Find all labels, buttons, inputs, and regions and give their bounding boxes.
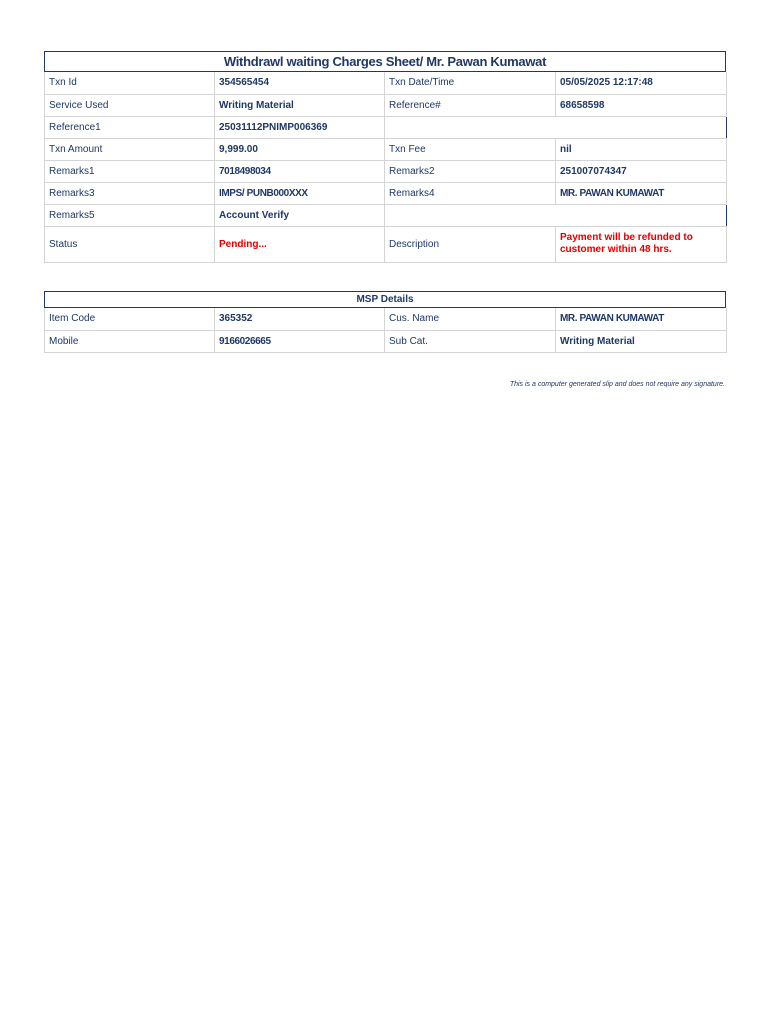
- label-sub-cat: Sub Cat.: [385, 330, 556, 352]
- label-reference1: Reference1: [45, 116, 215, 138]
- table-row: [45, 308, 727, 330]
- empty-cell: [385, 116, 727, 138]
- label-description: Description: [385, 226, 556, 262]
- value-remarks3: IMPS/ PUNB000XXX: [215, 182, 385, 204]
- value-remarks5: Account Verify: [215, 204, 385, 226]
- msp-table: [44, 308, 727, 353]
- label-remarks2: Remarks2: [385, 160, 556, 182]
- value-remarks4: MR. PAWAN KUMAWAT: [556, 182, 727, 204]
- table-row: [45, 94, 727, 116]
- value-txn-fee: nil: [556, 138, 727, 160]
- table-row: [45, 182, 727, 204]
- value-remarks2: 251007074347: [556, 160, 727, 182]
- label-item-code: Item Code: [45, 308, 215, 330]
- value-cus-name: MR. PAWAN KUMAWAT: [556, 308, 727, 330]
- value-remarks1: 7018498034: [215, 160, 385, 182]
- status-badge: Pending...: [215, 226, 385, 262]
- label-mobile: Mobile: [45, 330, 215, 352]
- table-row: [45, 116, 727, 138]
- table-row: [45, 72, 727, 94]
- table-row: [45, 330, 727, 352]
- value-txn-amount: 9,999.00: [215, 138, 385, 160]
- label-txn-date: Txn Date/Time: [385, 72, 556, 94]
- label-remarks1: Remarks1: [45, 160, 215, 182]
- label-remarks5: Remarks5: [45, 204, 215, 226]
- value-txn-id: 354565454: [215, 72, 385, 94]
- transaction-table: [44, 72, 727, 263]
- label-txn-amount: Txn Amount: [45, 138, 215, 160]
- value-reference: 68658598: [556, 94, 727, 116]
- label-txn-id: Txn Id: [45, 72, 215, 94]
- value-reference1: 25031112PNIMP006369: [215, 116, 385, 138]
- value-mobile: 9166026665: [215, 330, 385, 352]
- value-description: Payment will be refunded to customer within 48 hrs.: [556, 226, 727, 262]
- table-row: [45, 226, 727, 262]
- value-txn-date: 05/05/2025 12:17:48: [556, 72, 727, 94]
- sheet-title: Withdrawl waiting Charges Sheet/ Mr. Pawan Kumawat: [44, 51, 726, 72]
- value-service-used: Writing Material: [215, 94, 385, 116]
- label-reference: Reference#: [385, 94, 556, 116]
- label-service-used: Service Used: [45, 94, 215, 116]
- msp-title: MSP Details: [44, 291, 726, 308]
- table-row: [45, 160, 727, 182]
- value-item-code: 365352: [215, 308, 385, 330]
- label-remarks3: Remarks3: [45, 182, 215, 204]
- label-cus-name: Cus. Name: [385, 308, 556, 330]
- empty-cell: [385, 204, 727, 226]
- msp-details-sheet: [44, 291, 726, 353]
- value-sub-cat: Writing Material: [556, 330, 727, 352]
- table-row: [45, 138, 727, 160]
- transaction-sheet: [44, 51, 726, 263]
- table-row: [45, 204, 727, 226]
- label-status: Status: [45, 226, 215, 262]
- label-remarks4: Remarks4: [385, 182, 556, 204]
- footer-note: This is a computer generated slip and does not require any signature.: [509, 381, 725, 388]
- label-txn-fee: Txn Fee: [385, 138, 556, 160]
